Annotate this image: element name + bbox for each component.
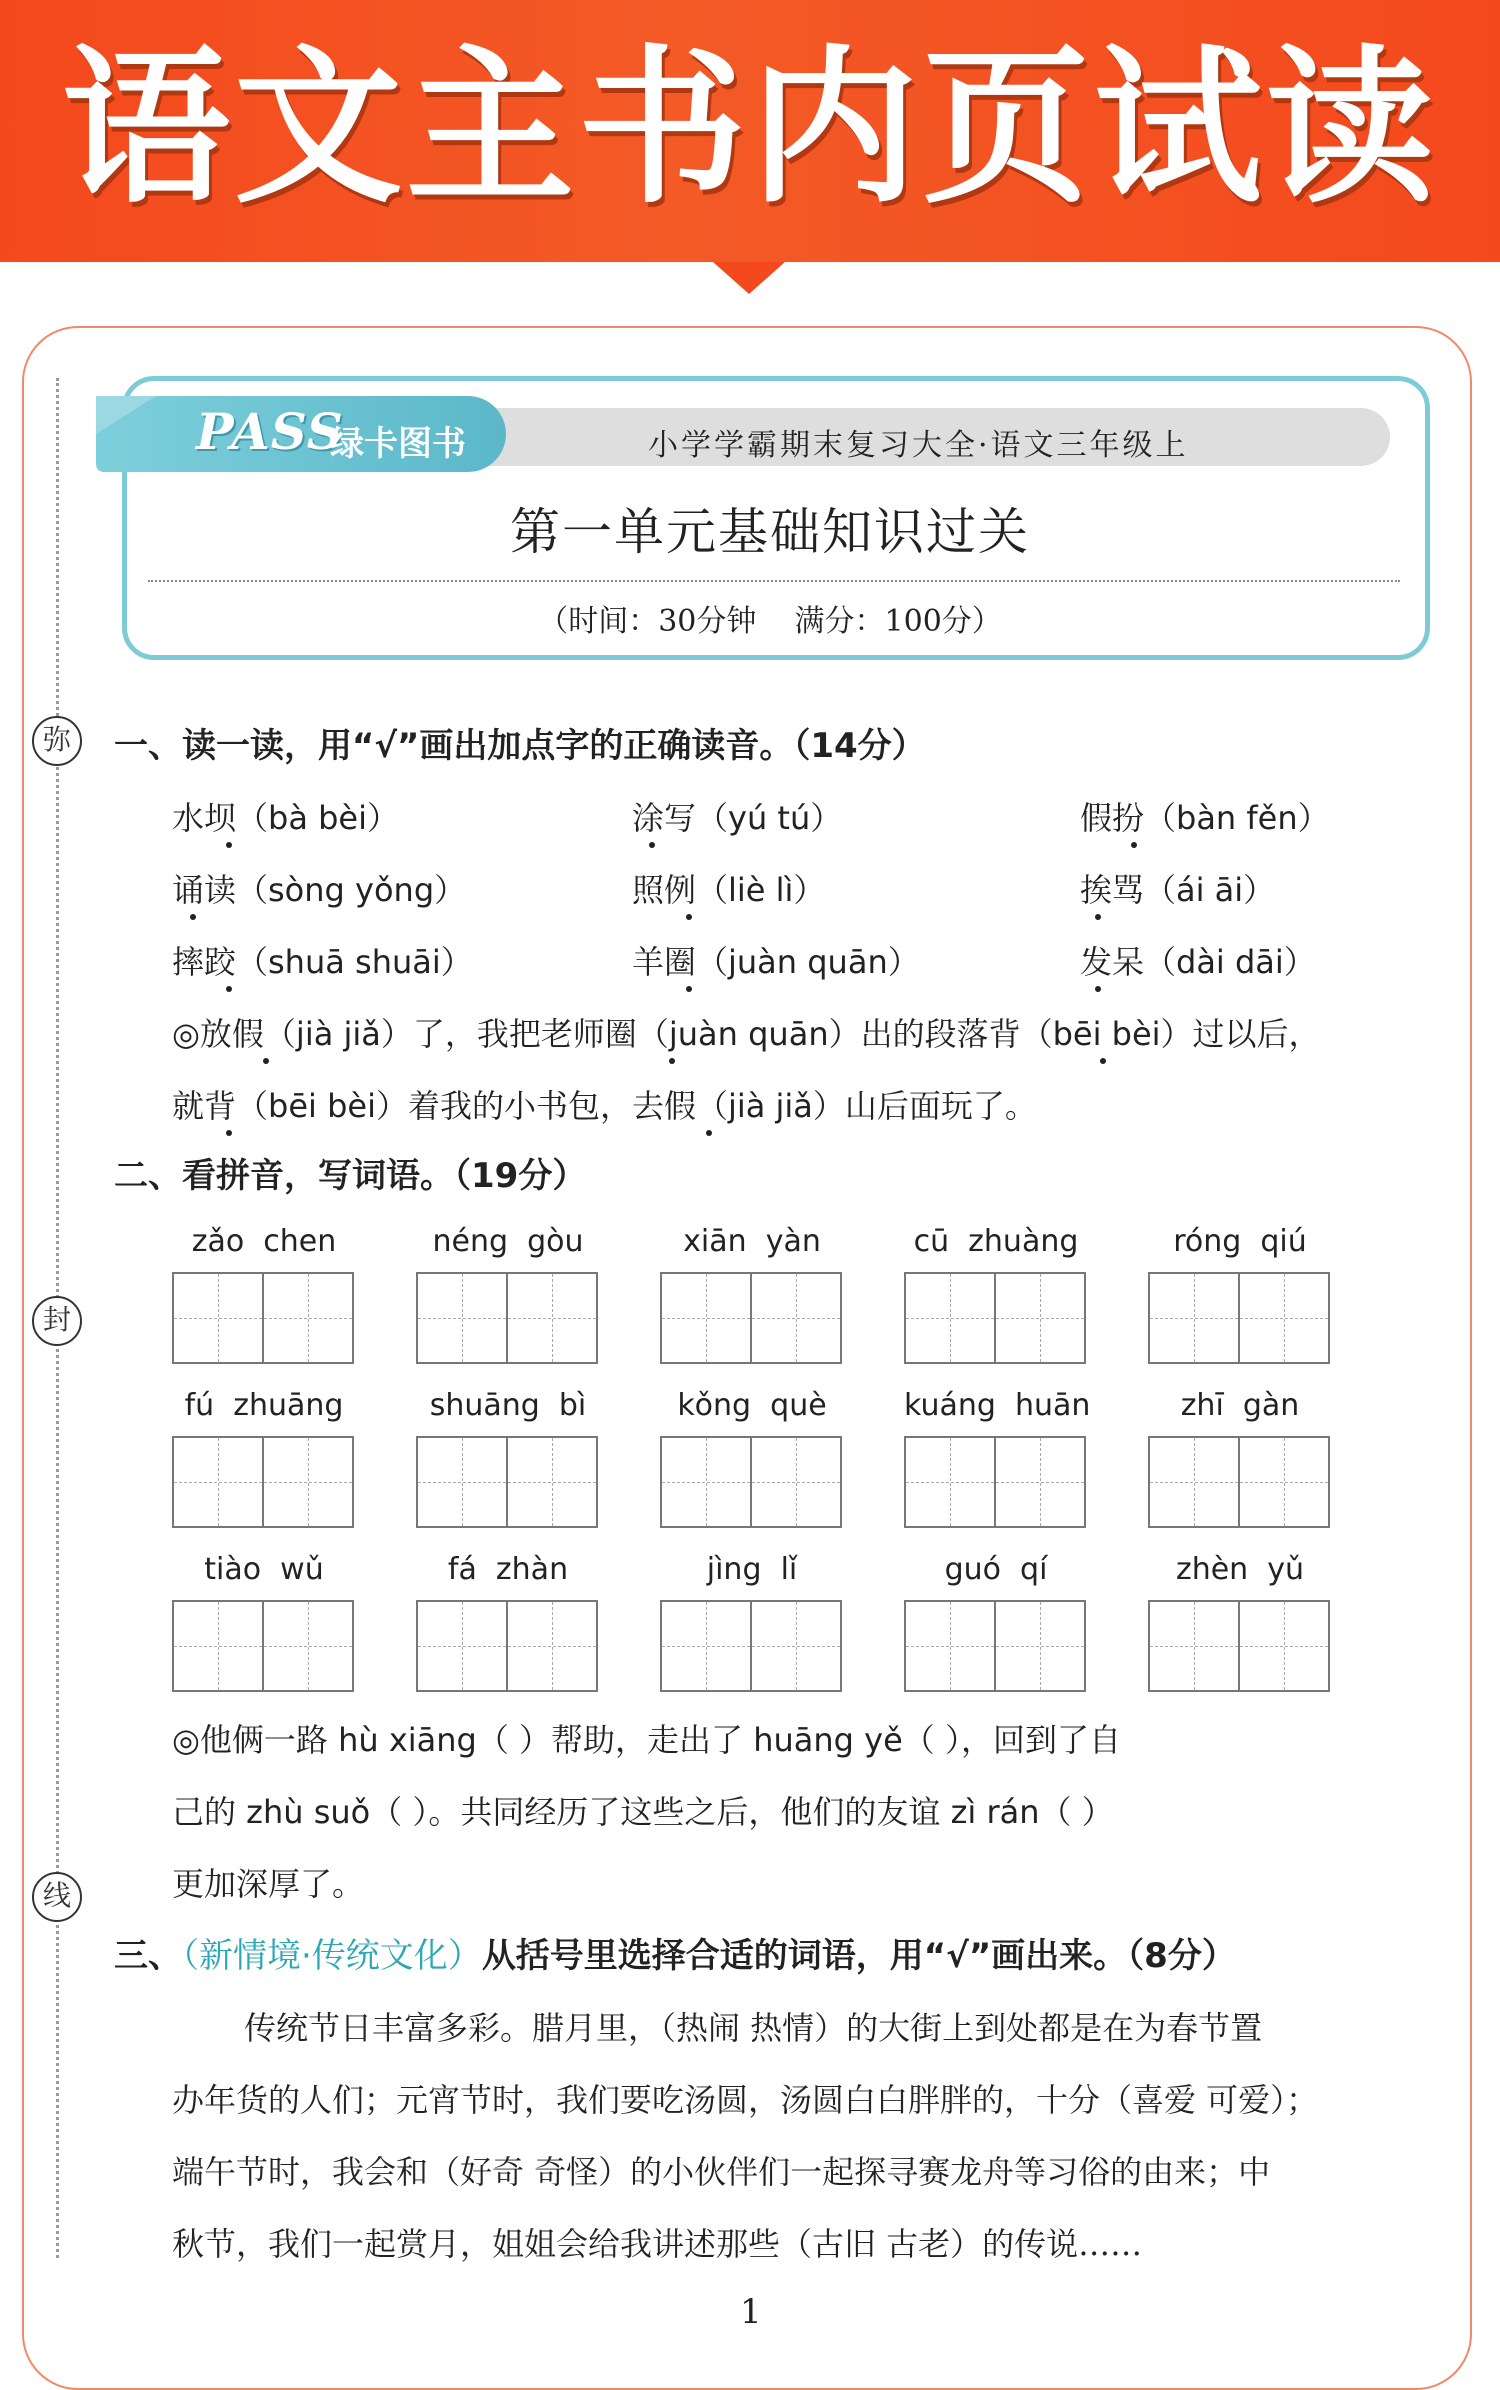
reading-item: 假扮（bàn fěn）: [1080, 799, 1330, 837]
writing-cell[interactable]: [264, 1272, 354, 1364]
writing-cell[interactable]: [416, 1272, 508, 1364]
writing-cell[interactable]: [904, 1436, 996, 1528]
writing-cell[interactable]: [172, 1600, 264, 1692]
writing-cell[interactable]: [1148, 1436, 1240, 1528]
seal-mark-feng: 封: [32, 1296, 82, 1346]
seal-mark-xian: 线: [32, 1872, 82, 1922]
page-number: 1: [740, 2292, 762, 2332]
reading-paragraph-line1: ◎放假（jià jiǎ）了，我把老师圈（juàn quān）出的段落背（bēi bèi）过以后，: [172, 1015, 1321, 1053]
emphasis-dot: [190, 914, 196, 920]
pinyin-label: fú zhuāng: [184, 1388, 344, 1423]
passage-line: 传统节日丰富多彩。腊月里，（热闹 热情）的大街上到处都是在为春节置: [244, 2009, 1263, 2047]
section3-tag: （新情境·传统文化）: [182, 1936, 482, 1976]
header-divider: [148, 580, 1400, 582]
section3-title: 从括号里选择合适的词语，用“√”画出来。（8分）: [481, 1936, 1236, 1976]
writing-cell[interactable]: [752, 1600, 842, 1692]
pass-logo: PASS: [196, 402, 344, 461]
fill-in-paragraph-line1: ◎他俩一路 hù xiāng（ ）帮助，走出了 huāng yě（ ），回到了自: [172, 1721, 1121, 1759]
pinyin-label: fá zhàn: [447, 1552, 569, 1587]
brand-name: 绿卡图书: [330, 424, 466, 464]
writing-cell[interactable]: [172, 1272, 264, 1364]
writing-cell[interactable]: [264, 1600, 354, 1692]
emphasis-dot: [649, 842, 655, 848]
writing-cell[interactable]: [904, 1600, 996, 1692]
writing-cell[interactable]: [996, 1436, 1086, 1528]
emphasis-dot: [1100, 1058, 1106, 1064]
pinyin-label: cū zhuàng: [913, 1224, 1079, 1259]
writing-cell[interactable]: [752, 1272, 842, 1364]
pinyin-label: zǎo chen: [191, 1224, 337, 1259]
writing-cell[interactable]: [172, 1436, 264, 1528]
emphasis-dot: [686, 986, 692, 992]
pinyin-label: jìng lǐ: [706, 1552, 798, 1587]
emphasis-dot: [1095, 914, 1101, 920]
ribbon-tail: [96, 396, 156, 434]
fill-in-paragraph-line2: 己的 zhù suǒ（ ）。共同经历了这些之后，他们的友谊 zì rán（ ）: [172, 1793, 1114, 1831]
emphasis-dot: [226, 842, 232, 848]
emphasis-dot: [226, 986, 232, 992]
writing-cell[interactable]: [416, 1600, 508, 1692]
writing-cell[interactable]: [508, 1600, 598, 1692]
writing-cell[interactable]: [1240, 1600, 1330, 1692]
series-title: 小学学霸期末复习大全·语文三年级上: [648, 428, 1189, 463]
writing-cell[interactable]: [660, 1272, 752, 1364]
emphasis-dot: [706, 1130, 712, 1136]
reading-item: 诵读（sòng yǒng）: [172, 871, 467, 909]
section3-number: 三、: [114, 1936, 182, 1976]
writing-cell[interactable]: [416, 1436, 508, 1528]
section3-heading: [114, 1932, 1236, 1980]
pinyin-label: xiān yàn: [683, 1224, 821, 1259]
fill-in-paragraph-line3: 更加深厚了。: [172, 1865, 365, 1903]
reading-item: 挨骂（ái āi）: [1080, 871, 1276, 909]
writing-cell[interactable]: [1148, 1600, 1240, 1692]
seal-mark-mi: 弥: [32, 716, 82, 766]
writing-cell[interactable]: [264, 1436, 354, 1528]
section2-title: 二、看拼音，写词语。（19分）: [114, 1156, 587, 1196]
reading-item: 摔跤（shuā shuāi）: [172, 943, 473, 981]
reading-item: 涂写（yú tú）: [632, 799, 843, 837]
writing-cell[interactable]: [1240, 1436, 1330, 1528]
section1-title: 一、读一读，用“√”画出加点字的正确读音。（14分）: [114, 726, 926, 766]
top-banner: [0, 0, 1500, 262]
writing-cell[interactable]: [1148, 1272, 1240, 1364]
emphasis-dot: [1095, 986, 1101, 992]
pinyin-label: guó qí: [944, 1552, 1048, 1587]
passage-line: 端午节时，我会和（好奇 奇怪）的小伙伴们一起探寻赛龙舟等习俗的由来；中: [172, 2153, 1271, 2191]
writing-cell[interactable]: [508, 1272, 598, 1364]
reading-item: 水坝（bà bèi）: [172, 799, 399, 837]
pinyin-label: kuáng huān: [904, 1388, 1091, 1423]
pinyin-label: zhèn yǔ: [1175, 1552, 1305, 1587]
pinyin-label: kǒng què: [677, 1388, 827, 1423]
reading-item: 发呆（dài dāi）: [1080, 943, 1316, 981]
reading-item: 羊圈（juàn quān）: [632, 943, 920, 981]
pinyin-label: zhī gàn: [1180, 1388, 1300, 1423]
emphasis-dot: [1131, 842, 1137, 848]
writing-cell[interactable]: [752, 1436, 842, 1528]
emphasis-dot: [263, 1058, 269, 1064]
writing-cell[interactable]: [508, 1436, 598, 1528]
writing-cell[interactable]: [996, 1272, 1086, 1364]
unit-title: 第一单元基础知识过关: [510, 503, 1030, 561]
banner-pointer: [713, 262, 785, 294]
writing-cell[interactable]: [660, 1600, 752, 1692]
pinyin-label: néng gòu: [432, 1224, 584, 1259]
emphasis-dot: [686, 914, 692, 920]
emphasis-dot: [226, 1130, 232, 1136]
writing-cell[interactable]: [1240, 1272, 1330, 1364]
writing-cell[interactable]: [904, 1272, 996, 1364]
passage-line: 办年货的人们；元宵节时，我们要吃汤圆，汤圆白白胖胖的，十分（喜爱 可爱）；: [172, 2081, 1319, 2119]
emphasis-dot: [669, 1058, 675, 1064]
writing-cell[interactable]: [660, 1436, 752, 1528]
writing-cell[interactable]: [996, 1600, 1086, 1692]
pinyin-label: tiào wǔ: [204, 1552, 324, 1587]
reading-item: 照例（liè lì）: [632, 871, 826, 909]
pinyin-label: shuāng bì: [429, 1388, 587, 1423]
pinyin-label: róng qiú: [1173, 1224, 1307, 1259]
time-info: （时间：30分钟 满分：100分）: [538, 604, 1002, 639]
reading-paragraph-line2: 就背（bēi bèi）着我的小书包，去假（jià jiǎ）山后面玩了。: [172, 1087, 1037, 1125]
banner-title: 语文主书内页试读: [62, 30, 1438, 226]
passage-line: 秋节，我们一起赏月，姐姐会给我讲述那些（古旧 古老）的传说……: [172, 2225, 1143, 2263]
